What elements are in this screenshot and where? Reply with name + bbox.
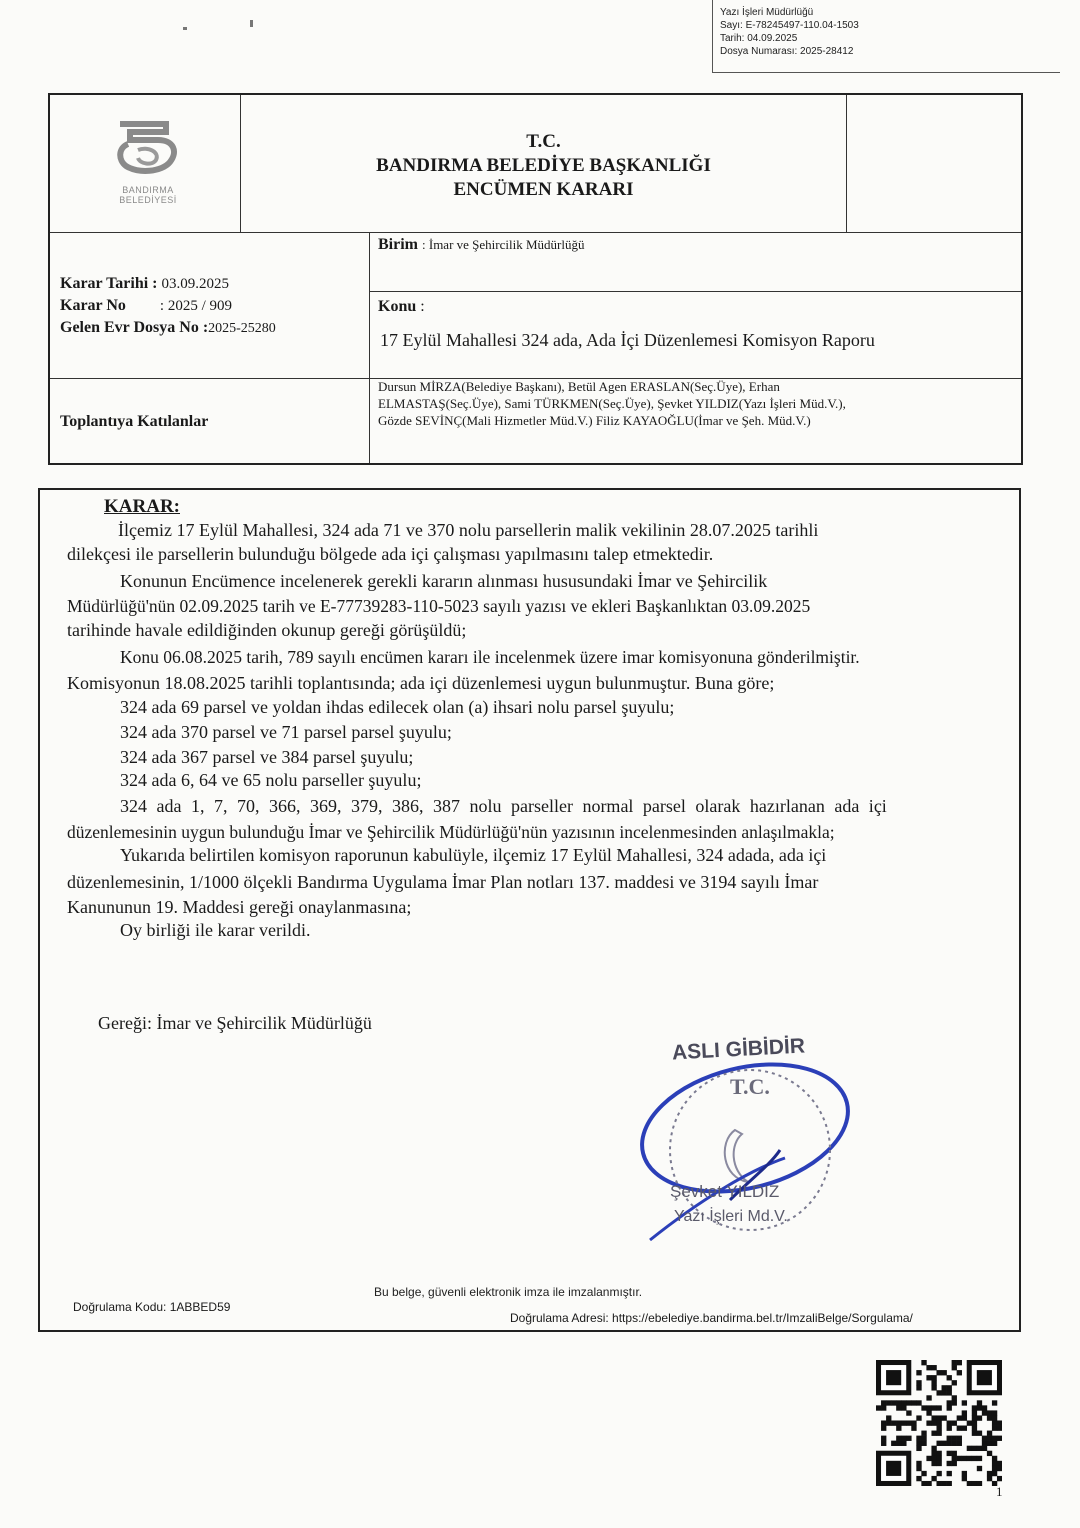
decision-line: Konunun Encümence incelenerek gerekli kararın alınması hususundaki İmar ve Şehircilik [120,571,768,591]
karar-tarihi-label: Karar Tarihi : [60,275,158,292]
page-number: 1 [996,1484,1003,1499]
divider [369,232,370,463]
title-document-type: ENCÜMEN KARARI [453,179,634,200]
decision-line: 324 ada 69 parsel ve yoldan ihdas edilecek olan (a) ihsari nolu parsel şuyulu; [120,697,675,717]
municipality-logo [108,118,188,208]
karar-no-label: Karar No [60,297,126,314]
qr-code [876,1360,1002,1486]
e-signature-note: Bu belge, güvenli elektronik imza ile imzalanmıştır. [374,1285,643,1299]
decision-line: 324 ada 370 parsel ve 71 parsel parsel şuyulu; [120,722,452,742]
gelen-evrak-value: 2025-25280 [208,321,276,336]
decision-meta [60,273,360,339]
decision-line: düzenlemesinin, 1/1000 ölçekli Bandırma Uygulama İmar Plan notları 137. maddesi ve 3194 sayılı İmar [67,872,819,892]
konu-value: 17 Eylül Mahallesi 324 ada, Ada İçi Düzenlemesi Komisyon Raporu [380,330,875,350]
decision-line: 324 ada 6, 64 ve 65 nolu parseller şuyulu; [120,770,422,790]
konu-label-row [378,298,425,316]
stamp-unit: Yazı İşleri Müdürlüğü [720,7,814,18]
seal-title: Yazı İşleri Md.V. [674,1208,788,1225]
verification-address: Doğrulama Adresi: https://ebelediye.bandirma.bel.tr/ImzaliBelge/Sorgulama/ [510,1311,913,1325]
document-title [240,130,847,202]
seal-tc-text: T.C. [730,1074,770,1099]
karar-no-value: : 2025 / 909 [159,298,233,314]
logo-text: BELEDİYESİ [119,195,177,205]
decision-line: 324 ada 367 parsel ve 384 parsel şuyulu; [120,747,414,767]
seal-certified-text: ASLI GİBİDİR [671,1034,806,1065]
divider [369,291,1021,292]
official-seal [630,1030,860,1250]
decision-line: Komisyonun 18.08.2025 tarihli toplantısında; ada içi düzenlemesi uygun bulunmuştur. Buna göre; [67,673,775,693]
logo-text: BANDIRMA [122,185,174,195]
stamp-file-number: Dosya Numarası: 2025-28412 [720,46,854,57]
decision-line: Müdürlüğü'nün 02.09.2025 tarih ve E-77739283-110-5023 sayılı yazısı ve ekleri Başkanlıktan 03.09.2025 [67,596,811,616]
qr-code-icon [876,1360,1002,1486]
stamp-border [712,72,1060,73]
konu-separator: : [420,298,425,315]
stamp-number: Sayı: E-78245497-110.04-1503 [720,20,859,31]
birim-value: : İmar ve Şehircilik Müdürlüğü [422,237,585,252]
karar-heading: KARAR: [104,496,180,517]
decision-line: Oy birliği ile karar verildi. [120,920,311,940]
decision-line: dilekçesi ile parsellerin bulunduğu bölgede ada içi çalışması yapılmasını talep etmektedir. [67,544,714,564]
scan-speck [183,27,187,30]
decision-line: Konu 06.08.2025 tarih, 789 sayılı encümen kararı ile incelenmek üzere imar komisyonuna gönderilmiştir. [120,647,860,667]
decision-line: Yukarıda belirtilen komisyon raporunun kabulüyle, ilçemiz 17 Eylül Mahallesi, 324 adada, ada içi [120,845,827,865]
decision-line: 324 ada 1, 7, 70, 366, 369, 379, 386, 387 nolu parseller normal parsel olarak hazırlanan ada içi [120,796,887,816]
gelen-evrak-label: Gelen Evr Dosya No : [60,319,209,336]
geregi-line: Gereği: İmar ve Şehircilik Müdürlüğü [98,1013,372,1033]
birim-label: Birim [378,236,418,253]
seal-name: Şevket YILDIZ [670,1182,780,1201]
decision-line: Kanununun 19. Maddesi gereği onaylanmasına; [67,897,412,917]
decision-line: İlçemiz 17 Eylül Mahallesi, 324 ada 71 ve 370 nolu parsellerin malik vekilinin 28.07.2025 tarihli [118,520,819,540]
karar-tarihi-value: 03.09.2025 [161,276,229,292]
participants-line: Dursun MİRZA(Belediye Başkanı), Betül Agen ERASLAN(Seç.Üye), Erhan [378,379,780,394]
divider [50,232,1021,233]
verification-code: Doğrulama Kodu: 1ABBED59 [73,1300,231,1314]
stamp-date: Tarih: 04.09.2025 [720,33,798,44]
title-municipality: BANDIRMA BELEDİYE BAŞKANLIĞI [376,155,711,176]
decision-line: tarihinde havale edildiğinden okunup gereği görüşüldü; [67,620,467,640]
participants-line: ELMASTAŞ(Seç.Üye), Sami TÜRKMEN(Seç.Üye), Şevket YILDIZ(Yazı İşleri Müd.V.), [378,396,846,411]
scan-speck [250,20,253,27]
participants-label: Toplantıya Katılanlar [60,413,209,430]
decision-line: düzenlemesinin uygun bulunduğu İmar ve Şehircilik Müdürlüğü'nün yazısının incelenmesinden anlaşılmakla; [67,822,835,842]
registry-stamp [720,6,1060,72]
participants-line: Gözde SEVİNÇ(Mali Hizmetler Müd.V.) Filiz KAYAOĞLU(İmar ve Şeh. Müd.V.) [378,413,811,428]
title-tc: T.C. [526,131,561,152]
stamp-border [712,0,713,72]
participants-list [378,378,1018,429]
logo-icon [108,118,188,180]
birim-field [378,236,584,254]
konu-label: Konu [378,298,417,315]
